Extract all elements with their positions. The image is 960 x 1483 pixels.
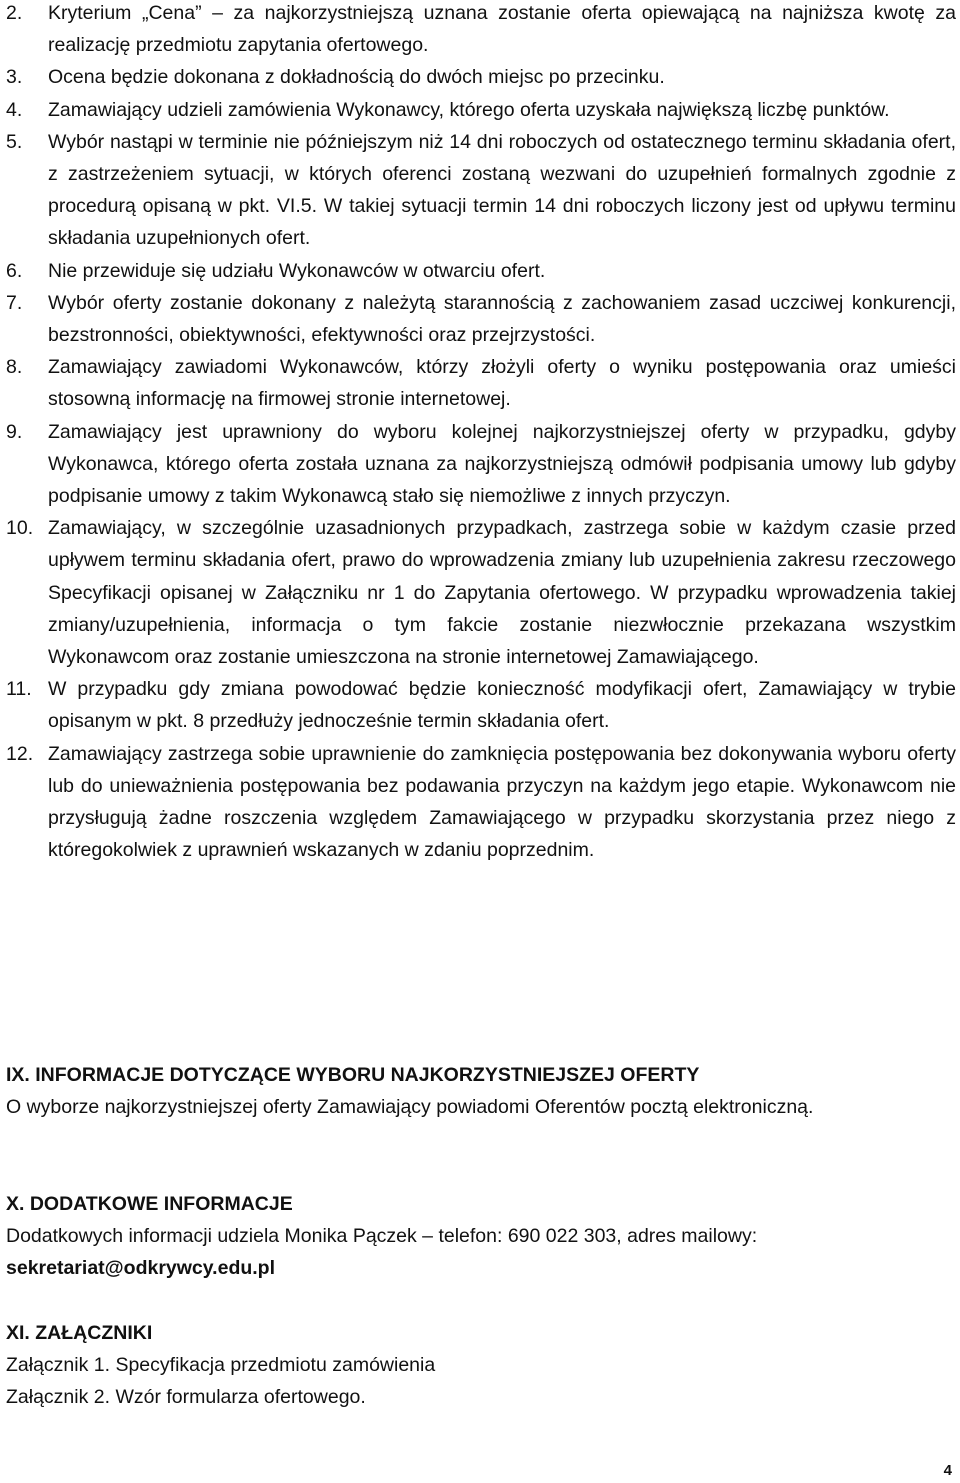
section-ix-heading: IX. INFORMACJE DOTYCZĄCE WYBORU NAJKORZYSTNIEJSZEJ OFERTY (6, 1064, 700, 1086)
attachment-item: Załącznik 2. Wzór formularza ofertowego. (6, 1386, 366, 1409)
page-number: 4 (943, 1462, 952, 1479)
list-item (6, 512, 956, 673)
list-item (6, 255, 956, 287)
list-item-text: Wybór oferty zostanie dokonany z należytą starannością z zachowaniem zasad uczciwej konkurencji, bezstronności, obiektywności, efektywności oraz przejrzystości. (48, 291, 956, 347)
list-item-text: Kryterium „Cena” – za najkorzystniejszą uznana zostanie oferta opiewającą na najniższa kwotę za realizację przedmiotu zapytania ofertowego. (48, 2, 956, 57)
section-xi (6, 1317, 956, 1414)
list-item-number: 7. (6, 291, 23, 314)
list-item-number: 8. (6, 356, 23, 379)
list-item-number: 12. (6, 742, 34, 765)
list-item-text: Wybór nastąpi w terminie nie późniejszym niż 14 dni roboczych od ostatecznego terminu składania ofert, z zastrzeżeniem sytuacji, w których oferenci zostaną wezwani do uzupełnień formalnych zgodnie z procedurą opisaną w pkt. VI.5. W takiej sytuacji termin 14 dni roboczych liczony jest od upływu terminu składania uzupełnionych ofert. (48, 130, 956, 250)
list-item-number: 4. (6, 98, 23, 121)
section-xi-heading: XI. ZAŁĄCZNIKI (6, 1322, 153, 1344)
list-item (6, 0, 956, 61)
list-item (6, 61, 956, 93)
list-item-number: 9. (6, 420, 23, 443)
list-item-text: Zamawiający, w szczególnie uzasadnionych przypadkach, zastrzega sobie w każdym czasie przed upływem terminu składania ofert, prawo do wprowadzenia zmiany lub uzupełnienia zakresu rzeczowego Specyfikacji opisanej w Załączniku nr 1 do Zapytania ofertowego. W przypadku wprowadzenia takiej zmiany/uzupełnienia, informacja o tym fakcie zostanie niezwłocznie przekazana wszystkim Wykonawcom oraz zostanie umieszczona na stronie internetowej Zamawiającego. (48, 517, 956, 669)
list-item-text: W przypadku gdy zmiana powodować będzie konieczność modyfikacji ofert, Zamawiający w trybie opisanym w pkt. 8 przedłuży jednocześnie termin składania ofert. (48, 678, 956, 733)
list-item-text: Nie przewiduje się udziału Wykonawców w otwarciu ofert. (48, 259, 546, 282)
list-item-number: 5. (6, 130, 23, 153)
list-item (6, 94, 956, 126)
list-item-text: Zamawiający zastrzega sobie uprawnienie do zamknięcia postępowania bez dokonywania wyboru oferty lub do unieważnienia postępowania bez podawania przyczyn na każdym jego etapie. Wykonawcom nie przysługują żadne roszczenia względem Zamawiającego w przypadku skorzystania przez niego z któregokolwiek z uprawnień wskazanych w zdaniu poprzednim. (48, 742, 956, 862)
list-item (6, 287, 956, 351)
list-item-text: Zamawiający jest uprawniony do wyboru kolejnej najkorzystniejszej oferty w przypadku, gdyby Wykonawca, którego oferta została uznana za najkorzystniejszą odmówił podpisania umowy lub gdyby podpisanie umowy z takim Wykonawcą stało się niemożliwe z innych przyczyn. (48, 420, 956, 508)
section-ix (6, 1059, 956, 1123)
section-x-text: Dodatkowych informacji udziela Monika Pączek – telefon: 690 022 303, adres mailowy: (6, 1225, 758, 1248)
list-item (6, 416, 956, 513)
numbered-list (6, 0, 956, 866)
list-item (6, 126, 956, 255)
list-item-text: Ocena będzie dokonana z dokładnością do dwóch miejsc po przecinku. (48, 66, 665, 89)
list-item (6, 738, 956, 867)
list-item (6, 351, 956, 415)
list-item-number: 11. (6, 678, 32, 701)
list-item (6, 673, 956, 737)
list-item-number: 10. (6, 517, 34, 540)
list-item-number: 6. (6, 259, 23, 282)
section-x-heading: X. DODATKOWE INFORMACJE (6, 1193, 293, 1215)
list-item-number: 2. (6, 2, 23, 24)
list-item-text: Zamawiający udzieli zamówienia Wykonawcy, którego oferta uzyskała największą liczbę punktów. (48, 98, 890, 121)
list-item-number: 3. (6, 66, 23, 89)
section-x (6, 1188, 956, 1285)
attachment-item: Załącznik 1. Specyfikacja przedmiotu zamówienia (6, 1354, 436, 1377)
list-item-text: Zamawiający zawiadomi Wykonawców, którzy złożyli oferty o wyniku postępowania oraz umieści stosowną informację na firmowej stronie internetowej. (48, 356, 956, 411)
section-ix-text: O wyborze najkorzystniejszej oferty Zamawiający powiadomi Oferentów pocztą elektroniczną. (6, 1096, 814, 1119)
contact-email[interactable]: sekretariat@odkrywcy.edu.pl (6, 1257, 276, 1280)
